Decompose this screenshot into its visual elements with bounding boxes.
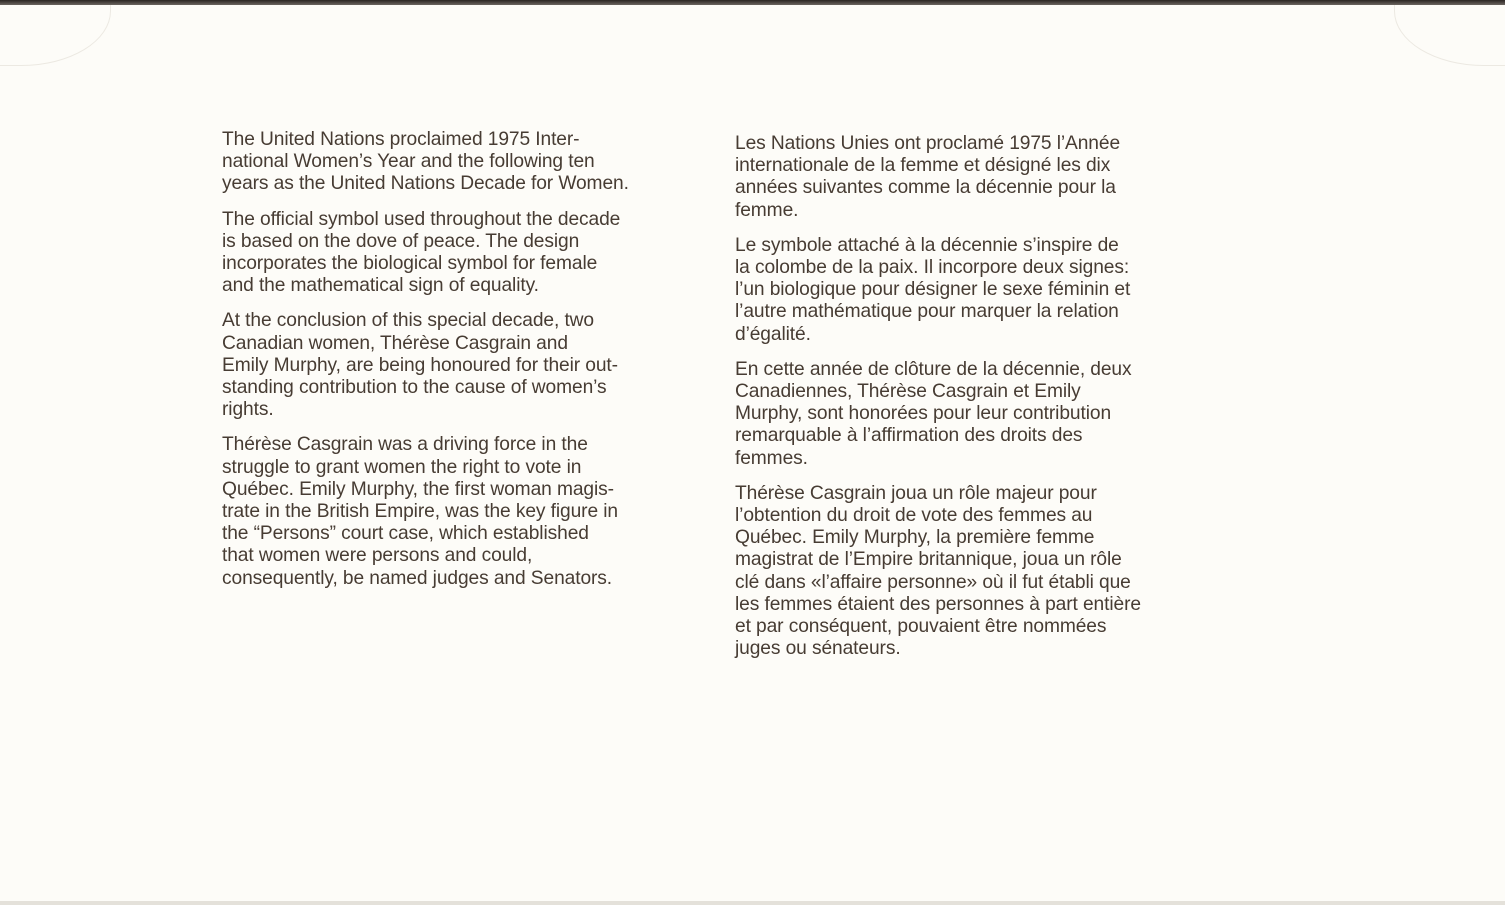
text-line: et par conséquent, pouvaient être nommées — [735, 616, 1107, 638]
text-line: The United Nations proclaimed 1975 Inter- — [222, 129, 580, 150]
text-line: internationale de la femme et désigné les dix — [735, 155, 1111, 177]
text-line: juges ou sénateurs. — [735, 638, 901, 660]
text-line: struggle to grant women the right to vote in — [222, 456, 582, 478]
text-line: l’autre mathématique pour marquer la relation — [735, 301, 1119, 323]
text-line: is based on the dove of peace. The design — [222, 230, 580, 252]
french-paragraph-4 — [735, 483, 1235, 661]
text-line: remarquable à l’affirmation des droits des — [735, 425, 1083, 447]
text-line: Emily Murphy, are being honoured for their out- — [222, 354, 618, 376]
english-paragraph-1 — [222, 129, 712, 196]
text-line: The official symbol used throughout the decade — [222, 208, 621, 230]
text-line: incorporates the biological symbol for female — [222, 253, 598, 275]
french-paragraph-2 — [735, 235, 1235, 346]
text-line: rights. — [222, 399, 274, 421]
text-line: l’obtention du droit de vote des femmes au — [735, 505, 1093, 527]
french-paragraph-3 — [735, 359, 1235, 470]
text-line: En cette année de clôture de la décennie, deux — [735, 358, 1132, 380]
text-line: Québec. Emily Murphy, the first woman magis- — [222, 478, 614, 500]
envelope-bottom-edge — [0, 901, 1505, 905]
envelope-flap-left — [0, 5, 111, 66]
text-line: clé dans «l’affaire personne» où il fut établi que — [735, 571, 1131, 593]
text-line: years as the United Nations Decade for Women. — [222, 173, 629, 195]
english-paragraph-3 — [222, 310, 712, 421]
text-line: Thérèse Casgrain joua un rôle majeur pour — [735, 482, 1097, 504]
text-line: Québec. Emily Murphy, la première femme — [735, 527, 1095, 549]
english-paragraph-4 — [222, 434, 712, 589]
english-text-column — [222, 129, 712, 603]
text-line: magistrat de l’Empire britannique, joua un rôle — [735, 549, 1122, 571]
text-line: Murphy, sont honorées pour leur contribution — [735, 403, 1112, 425]
text-line: the “Persons” court case, which established — [222, 523, 589, 545]
text-line: Thérèse Casgrain was a driving force in the — [222, 434, 588, 456]
text-line: Le symbole attaché à la décennie s’inspire de — [735, 234, 1119, 256]
text-line: d’égalité. — [735, 323, 811, 345]
text-line: femmes. — [735, 447, 808, 469]
text-line: that women were persons and could, — [222, 545, 533, 567]
french-paragraph-1 — [735, 133, 1235, 222]
text-line: l’un biologique pour désigner le sexe féminin et — [735, 279, 1131, 301]
envelope-top-edge — [0, 0, 1505, 5]
text-line: consequently, be named judges and Senators. — [222, 567, 613, 589]
text-line: la colombe de la paix. Il incorpore deux signes: — [735, 257, 1130, 279]
french-text-column — [735, 133, 1235, 673]
text-line: Les Nations Unies ont proclamé 1975 l’Année — [735, 133, 1121, 154]
text-line: les femmes étaient des personnes à part entière — [735, 593, 1141, 615]
text-line: At the conclusion of this special decade, two — [222, 310, 595, 332]
text-line: national Women’s Year and the following ten — [222, 151, 595, 173]
text-line: trate in the British Empire, was the key figure in — [222, 501, 618, 523]
text-line: années suivantes comme la décennie pour la — [735, 177, 1116, 199]
text-line: Canadian women, Thérèse Casgrain and — [222, 332, 568, 354]
text-line: standing contribution to the cause of women’s — [222, 377, 607, 399]
envelope-flap-right — [1394, 5, 1505, 66]
text-line: femme. — [735, 199, 799, 221]
text-line: Canadiennes, Thérèse Casgrain et Emily — [735, 381, 1081, 403]
english-paragraph-2 — [222, 209, 712, 298]
text-line: and the mathematical sign of equality. — [222, 275, 539, 297]
